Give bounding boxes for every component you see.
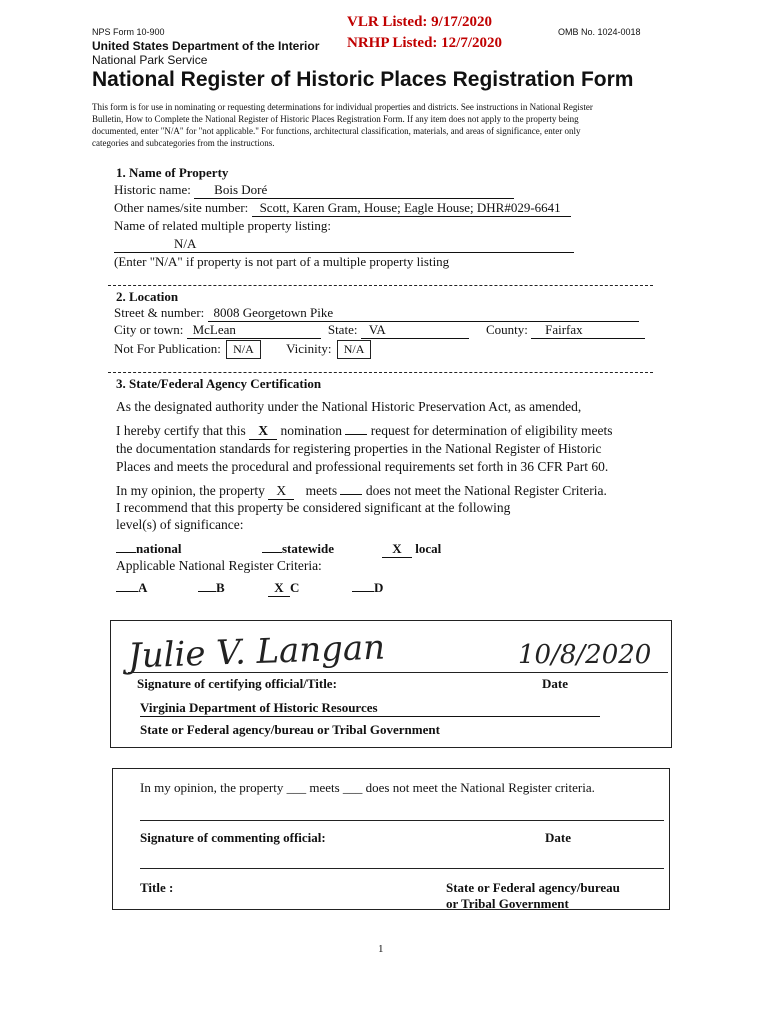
section1-heading: 1. Name of Property	[116, 165, 229, 180]
vicinity-box[interactable]: N/A	[337, 340, 372, 359]
official-signature: Julie V. Langan	[127, 627, 386, 677]
authority-statement: As the designated authority under the National Historic Preservation Act, as amended,	[116, 399, 582, 414]
signature-line	[128, 672, 668, 673]
multi-property-field[interactable]: N/A	[114, 236, 574, 253]
criterion-c-check[interactable]: X	[268, 580, 290, 597]
criterion-d: D	[352, 580, 383, 596]
certify-line-2: the documentation standards for registering properties in the National Register of Historic	[116, 441, 602, 456]
divider	[108, 285, 653, 286]
street-field[interactable]: 8008 Georgetown Pike	[208, 305, 639, 322]
nomination-check[interactable]: X	[249, 423, 277, 440]
service-name: National Park Service	[92, 53, 208, 67]
level-statewide: statewide	[262, 541, 334, 557]
commenting-signature-label: Signature of commenting official:	[140, 830, 326, 845]
nrhp-listed: NRHP Listed: 12/7/2020	[347, 35, 503, 51]
other-names-row: Other names/site number: Scott, Karen Gram, House; Eagle House; DHR#029-6641	[114, 200, 571, 217]
page-number: 1	[378, 943, 384, 955]
statewide-check[interactable]	[262, 552, 282, 553]
comment-opinion: In my opinion, the property ___ meets ___ does not meet the National Register criteria.	[140, 780, 595, 795]
agency-row	[140, 700, 600, 717]
recommend-line: I recommend that this property be considered significant at the following	[116, 500, 511, 515]
criterion-c: X C	[268, 580, 299, 597]
city-row: City or town: McLean State: VA County: Fairfax	[114, 322, 645, 339]
divider	[140, 868, 664, 869]
comment-agency-label-2: or Tribal Government	[446, 896, 569, 911]
vlr-listed: VLR Listed: 9/17/2020	[347, 14, 493, 30]
section3-heading: 3. State/Federal Agency Certification	[116, 376, 322, 391]
level-national: national	[116, 541, 182, 557]
agency-field[interactable]: Virginia Department of Historic Resources	[140, 700, 600, 717]
criterion-b-check[interactable]	[198, 591, 216, 592]
divider	[140, 820, 664, 821]
historic-name-field[interactable]: Bois Doré	[194, 182, 514, 199]
level-local: X local	[382, 541, 441, 558]
criterion-a-check[interactable]	[116, 591, 138, 592]
omb-number: OMB No. 1024-0018	[558, 27, 641, 37]
does-not-meet-check[interactable]	[340, 494, 362, 495]
certify-line: I hereby certify that this X nomination request for determination of eligibility meets	[116, 423, 613, 438]
street-row: Street & number: 8008 Georgetown Pike	[114, 305, 639, 322]
certify-line-3: Places and meets the procedural and professional requirements set forth in 36 CFR Part 60.	[116, 459, 609, 474]
instructions: This form is for use in nominating or requesting determinations for individual properties and districts. See instructions in National Register Bulletin, How to Complete the National Register of Historic Places Registration Form. If any item does not apply to the property being documented, enter "N/A" for "not applicable." For functions, architectural classification, materials, and areas of significance, enter only categories and subcategories from the instructions.	[92, 102, 593, 148]
comment-date-label: Date	[545, 830, 571, 845]
comment-agency-label: State or Federal agency/bureau	[446, 880, 620, 895]
historic-name-row: Historic name: Bois Doré	[114, 182, 514, 199]
criterion-a: A	[116, 580, 147, 596]
certifying-signature-label: Signature of certifying official/Title:	[137, 676, 337, 691]
recommend-line-2: level(s) of significance:	[116, 517, 244, 532]
criterion-b: B	[198, 580, 225, 596]
multi-property-label: Name of related multiple property listing:	[114, 218, 331, 233]
other-names-field[interactable]: Scott, Karen Gram, House; Eagle House; DHR#029-6641	[252, 200, 571, 217]
date-label: Date	[542, 676, 568, 691]
publication-row: Not For Publication: N/A Vicinity: N/A	[114, 340, 371, 359]
agency-label: State or Federal agency/bureau or Tribal Government	[140, 722, 440, 737]
state-field[interactable]: VA	[361, 322, 469, 339]
form-title: National Register of Historic Places Registration Form	[92, 68, 634, 91]
criteria-label: Applicable National Register Criteria:	[116, 558, 322, 573]
meets-check[interactable]: X	[268, 483, 294, 500]
criterion-d-check[interactable]	[352, 591, 374, 592]
county-field[interactable]: Fairfax	[531, 322, 645, 339]
determination-check[interactable]	[345, 434, 367, 435]
multi-property-row	[114, 236, 574, 253]
multi-property-note: (Enter "N/A" if property is not part of a multiple property listing	[114, 254, 450, 269]
signature-date: 10/8/2020	[518, 640, 652, 670]
city-field[interactable]: McLean	[187, 322, 321, 339]
national-check[interactable]	[116, 552, 136, 553]
opinion-line: In my opinion, the property X meets does not meet the National Register Criteria.	[116, 483, 607, 498]
section2-heading: 2. Location	[116, 289, 179, 304]
local-check[interactable]: X	[382, 541, 412, 558]
divider	[108, 372, 653, 373]
department-name: United States Department of the Interior	[92, 39, 320, 53]
form-number: NPS Form 10-900	[92, 27, 165, 37]
title-label: Title :	[140, 880, 174, 895]
not-for-publication-box[interactable]: N/A	[226, 340, 261, 359]
